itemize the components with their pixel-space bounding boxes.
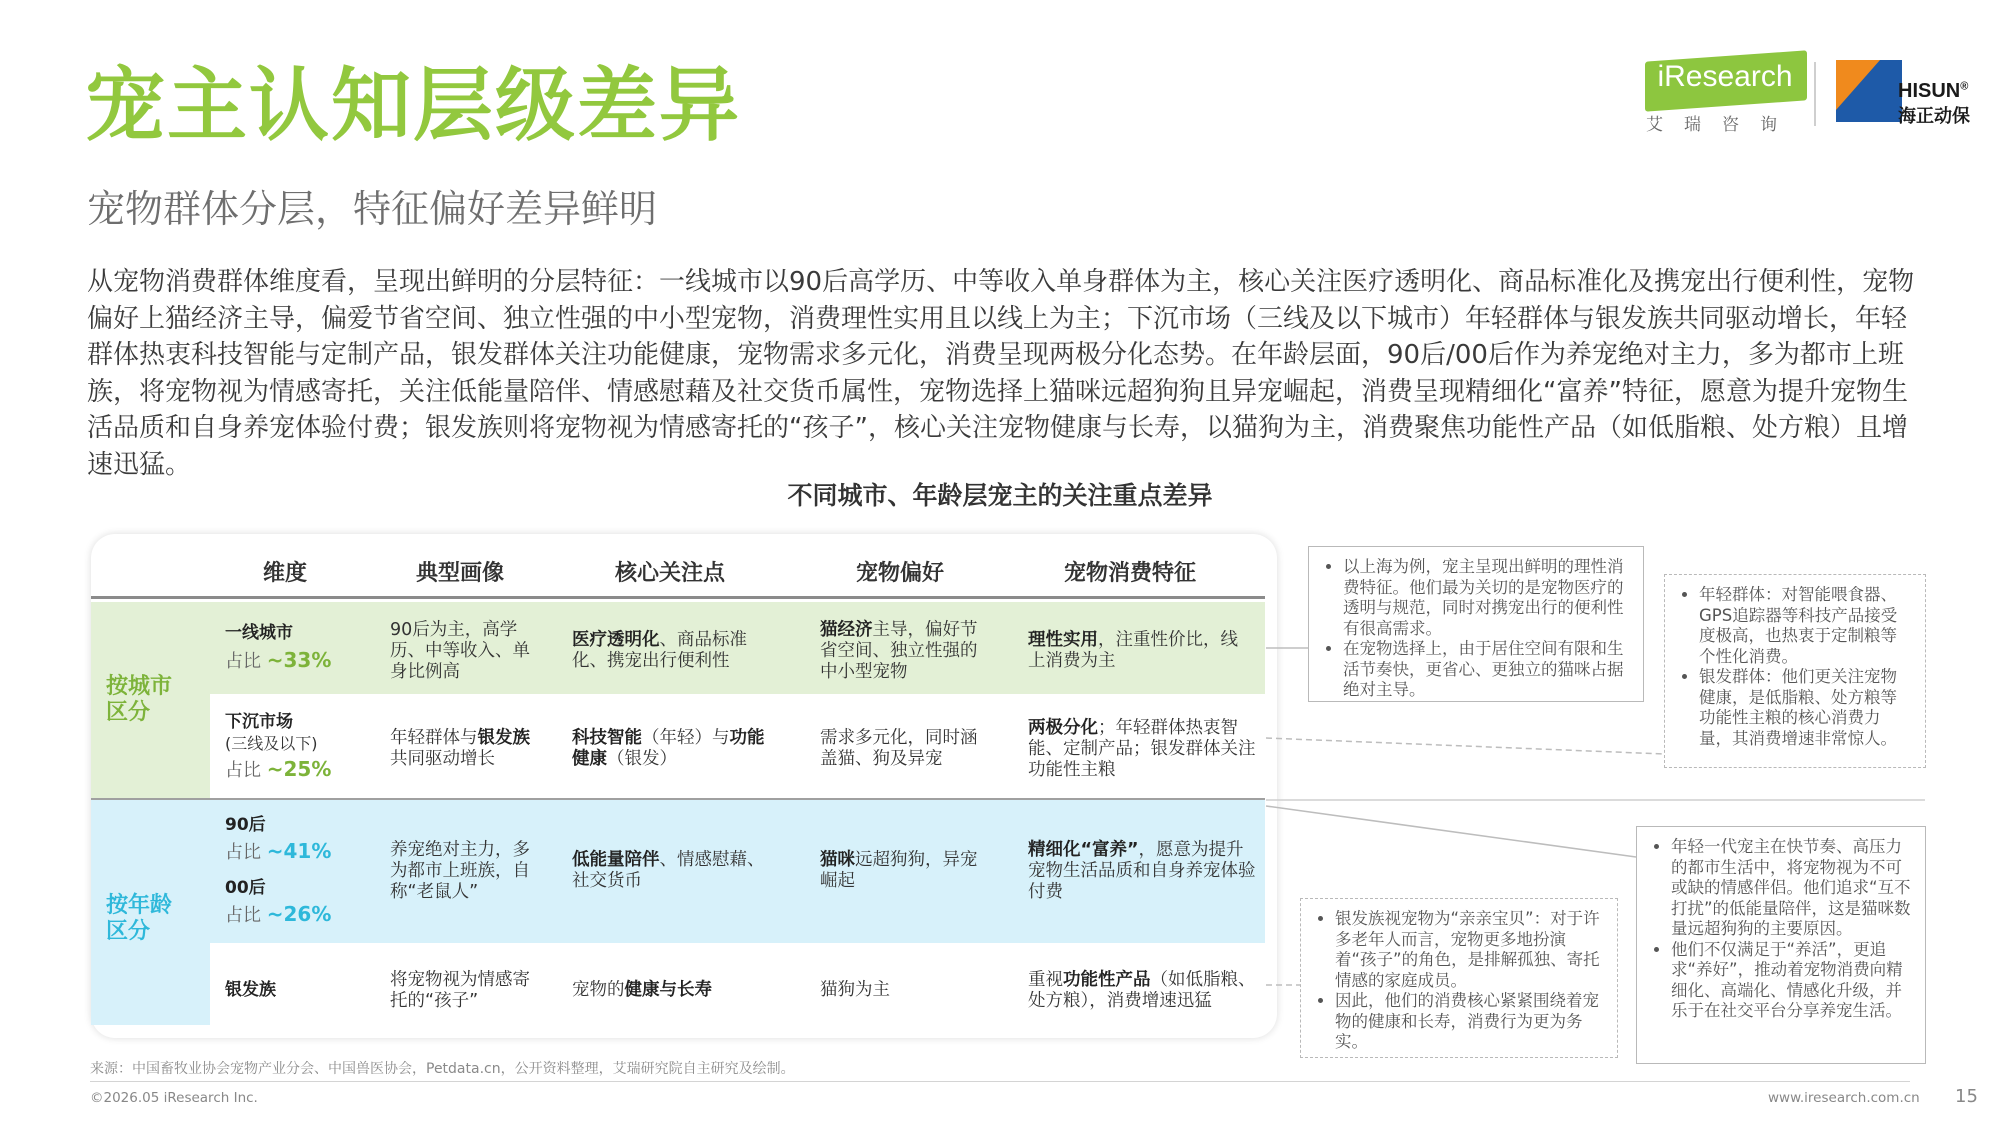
share-gen00: 占比 ~26% xyxy=(225,902,332,926)
cell-lower-focus: 科技智能（年轻）与功能健康（银发） xyxy=(572,728,765,769)
row-subname-lower-tier: (三线及以下) xyxy=(225,734,318,753)
cell-tier1-preference: 猫经济主导，偏好节省空间、独立性强的中小型宠物 xyxy=(820,620,978,682)
cell-young-focus: 低能量陪伴、情感慰藉、社交货币 xyxy=(572,850,765,891)
cell-young-consumption: 精细化“富养”，愿意为提升宠物生活品质和自身养宠体验付费 xyxy=(1028,840,1256,902)
table-title: 不同城市、年龄层宠主的关注重点差异 xyxy=(787,481,1213,510)
connector-lower-tier xyxy=(1266,738,1664,754)
iresearch-logo xyxy=(1640,54,1810,136)
note-young xyxy=(1636,826,1926,1064)
group-label-age: 按年龄区分 xyxy=(106,893,173,944)
row-name-tier1: 一线城市 xyxy=(225,623,293,643)
copyright: ©2026.05 iResearch Inc. xyxy=(90,1090,258,1106)
share-tier1: 占比 ~33% xyxy=(225,648,332,672)
cell-tier1-consumption: 理性实用，注重性价比，线上消费为主 xyxy=(1028,630,1238,671)
page-title: 宠主认知层级差异 xyxy=(85,59,741,152)
note-silver xyxy=(1300,898,1618,1058)
row-name-gen00: 00后 xyxy=(225,878,266,898)
summary-paragraph: 从宠物消费群体维度看，呈现出鲜明的分层特征：一线城市以90后高学历、中等收入单身群体为主，核心关注医疗透明化、商品标准化及携宠出行便利性，宠物偏好上猫经济主导，偏爱节省空间、独立性强的中小型宠物，消费理性实用且以线上为主；下沉市场（三线及以下城市）年轻群体与银发族共同驱动增长，年轻群体热衷科技智能与定制产品，银发群体关注功能健康，宠物需求多元化，消费呈现两极分化态势。在年龄层面，90后/00后作为养宠绝对主力，多为都市上班族，将宠物视为情感寄托，关注低能量陪伴、情感慰藉及社交货币属性，宠物选择上猫咪远超狗狗且异宠崛起，消费呈现精细化“富养”特征，愿意为提升宠物生活品质和自身养宠体验付费；银发族则将宠物视为情感寄托的“孩子”，核心关注宠物健康与长寿，以猫狗为主，消费聚焦功能性产品（如低脂粮、处方粮）且增速迅猛。 xyxy=(87,267,1915,480)
note-shanghai-item: • 在宠物选择上，由于居住空间有限和生活节奏快，更省心、更独立的猫咪占据绝对主导。 xyxy=(1343,639,1631,701)
col-header-dimension: 维度 xyxy=(262,561,307,586)
note-young-item: • 他们不仅满足于“养活”，更追求“养好”，推动着宠物消费向精细化、高端化、情感化升级，并乐于在社交平台分享养宠生活。 xyxy=(1671,940,1913,1022)
note-shanghai xyxy=(1308,546,1644,702)
group-label-city: 按城市区分 xyxy=(106,674,173,725)
cell-lower-profile: 年轻群体与银发族共同驱动增长 xyxy=(390,728,530,769)
page-subtitle: 宠物群体分层，特征偏好差异鲜明 xyxy=(87,187,658,231)
note-shanghai-item: • 以上海为例，宠主呈现出鲜明的理性消费特征。他们最为关切的是宠物医疗的透明与规范，同时对携宠出行的便利性有很高需求。 xyxy=(1343,557,1631,639)
header-divider xyxy=(91,596,1265,599)
note-silver-item: • 因此，他们的消费核心紧紧围绕着宠物的健康和长寿，消费行为更为务实。 xyxy=(1335,991,1605,1053)
cell-silver-profile: 将宠物视为情感寄托的“孩子” xyxy=(390,970,530,1011)
hisun-logo-mark-orange xyxy=(1836,60,1880,110)
cell-silver-focus: 宠物的健康与长寿 xyxy=(572,980,712,1000)
cell-silver-consumption: 重视功能性产品（如低脂粮、处方粮），消费增速迅猛 xyxy=(1028,970,1256,1011)
group-divider xyxy=(91,798,1265,800)
col-header-preference: 宠物偏好 xyxy=(855,561,944,586)
footer-divider xyxy=(90,1081,1910,1082)
iresearch-logo-subtext: 艾瑞咨询 xyxy=(1646,115,1798,135)
logo-divider xyxy=(1814,62,1816,126)
cell-tier1-profile: 90后为主，高学历、中等收入、单身比例高 xyxy=(390,620,530,682)
share-lower-tier: 占比 ~25% xyxy=(225,757,332,781)
iresearch-logo-text: iResearch xyxy=(1657,60,1793,93)
note-lower-tier xyxy=(1664,574,1926,768)
cell-lower-consumption: 两极分化；年轻群体热衷智能、定制产品；银发群体关注功能性主粮 xyxy=(1028,718,1256,780)
col-header-profile: 典型画像 xyxy=(415,561,504,586)
source-note: 来源：中国畜牧业协会宠物产业分会、中国兽医协会，Petdata.cn，公开资料整理，艾瑞研究院自主研究及绘制。 xyxy=(90,1061,795,1077)
col-header-consumption: 宠物消费特征 xyxy=(1063,561,1196,586)
cell-young-preference: 猫咪远超狗狗，异宠崛起 xyxy=(820,850,978,891)
row-name-lower-tier: 下沉市场 xyxy=(225,712,293,732)
note-lower-tier-item: • 银发群体：他们更关注宠物健康，是低脂粮、处方粮等功能性主粮的核心消费力量，其消费增速非常惊人。 xyxy=(1699,667,1913,749)
connector-young xyxy=(1266,806,1636,857)
row-name-gen90: 90后 xyxy=(225,815,266,835)
cell-lower-preference: 需求多元化，同时涵盖猫、狗及异宠 xyxy=(820,728,978,769)
cell-silver-preference: 猫狗为主 xyxy=(820,980,890,1000)
website-link[interactable]: www.iresearch.com.cn xyxy=(1768,1090,1920,1106)
cell-tier1-focus: 医疗透明化、商品标准化、携宠出行便利性 xyxy=(572,630,747,671)
cell-young-profile: 养宠绝对主力，多为都市上班族，自称“老鼠人” xyxy=(390,840,530,902)
row-name-silver: 银发族 xyxy=(225,980,276,1000)
hisun-logo-text: HISUN® xyxy=(1898,80,1969,102)
note-silver-item: • 银发族视宠物为“亲亲宝贝”：对于许多老年人而言，宠物更多地扮演着“孩子”的角色，是排解孤独、寄托情感的家庭成员。 xyxy=(1335,909,1605,991)
note-young-item: • 年轻一代宠主在快节奏、高压力的都市生活中，将宠物视为不可或缺的情感伴侣。他们追求“互不打扰”的低能量陪伴，这是猫咪数量远超狗狗的主要原因。 xyxy=(1671,837,1913,940)
page-number: 15 xyxy=(1955,1086,1978,1107)
hisun-logo-cn-text: 海正动保 xyxy=(1898,106,1970,127)
share-gen90: 占比 ~41% xyxy=(225,839,332,863)
band-age-group xyxy=(91,943,210,1025)
col-header-focus: 核心关注点 xyxy=(614,561,725,586)
hisun-logo xyxy=(1836,56,1986,136)
note-lower-tier-item: • 年轻群体：对智能喂食器、GPS追踪器等科技产品接受度极高，也热衷于定制粮等个性化消费。 xyxy=(1699,585,1913,667)
